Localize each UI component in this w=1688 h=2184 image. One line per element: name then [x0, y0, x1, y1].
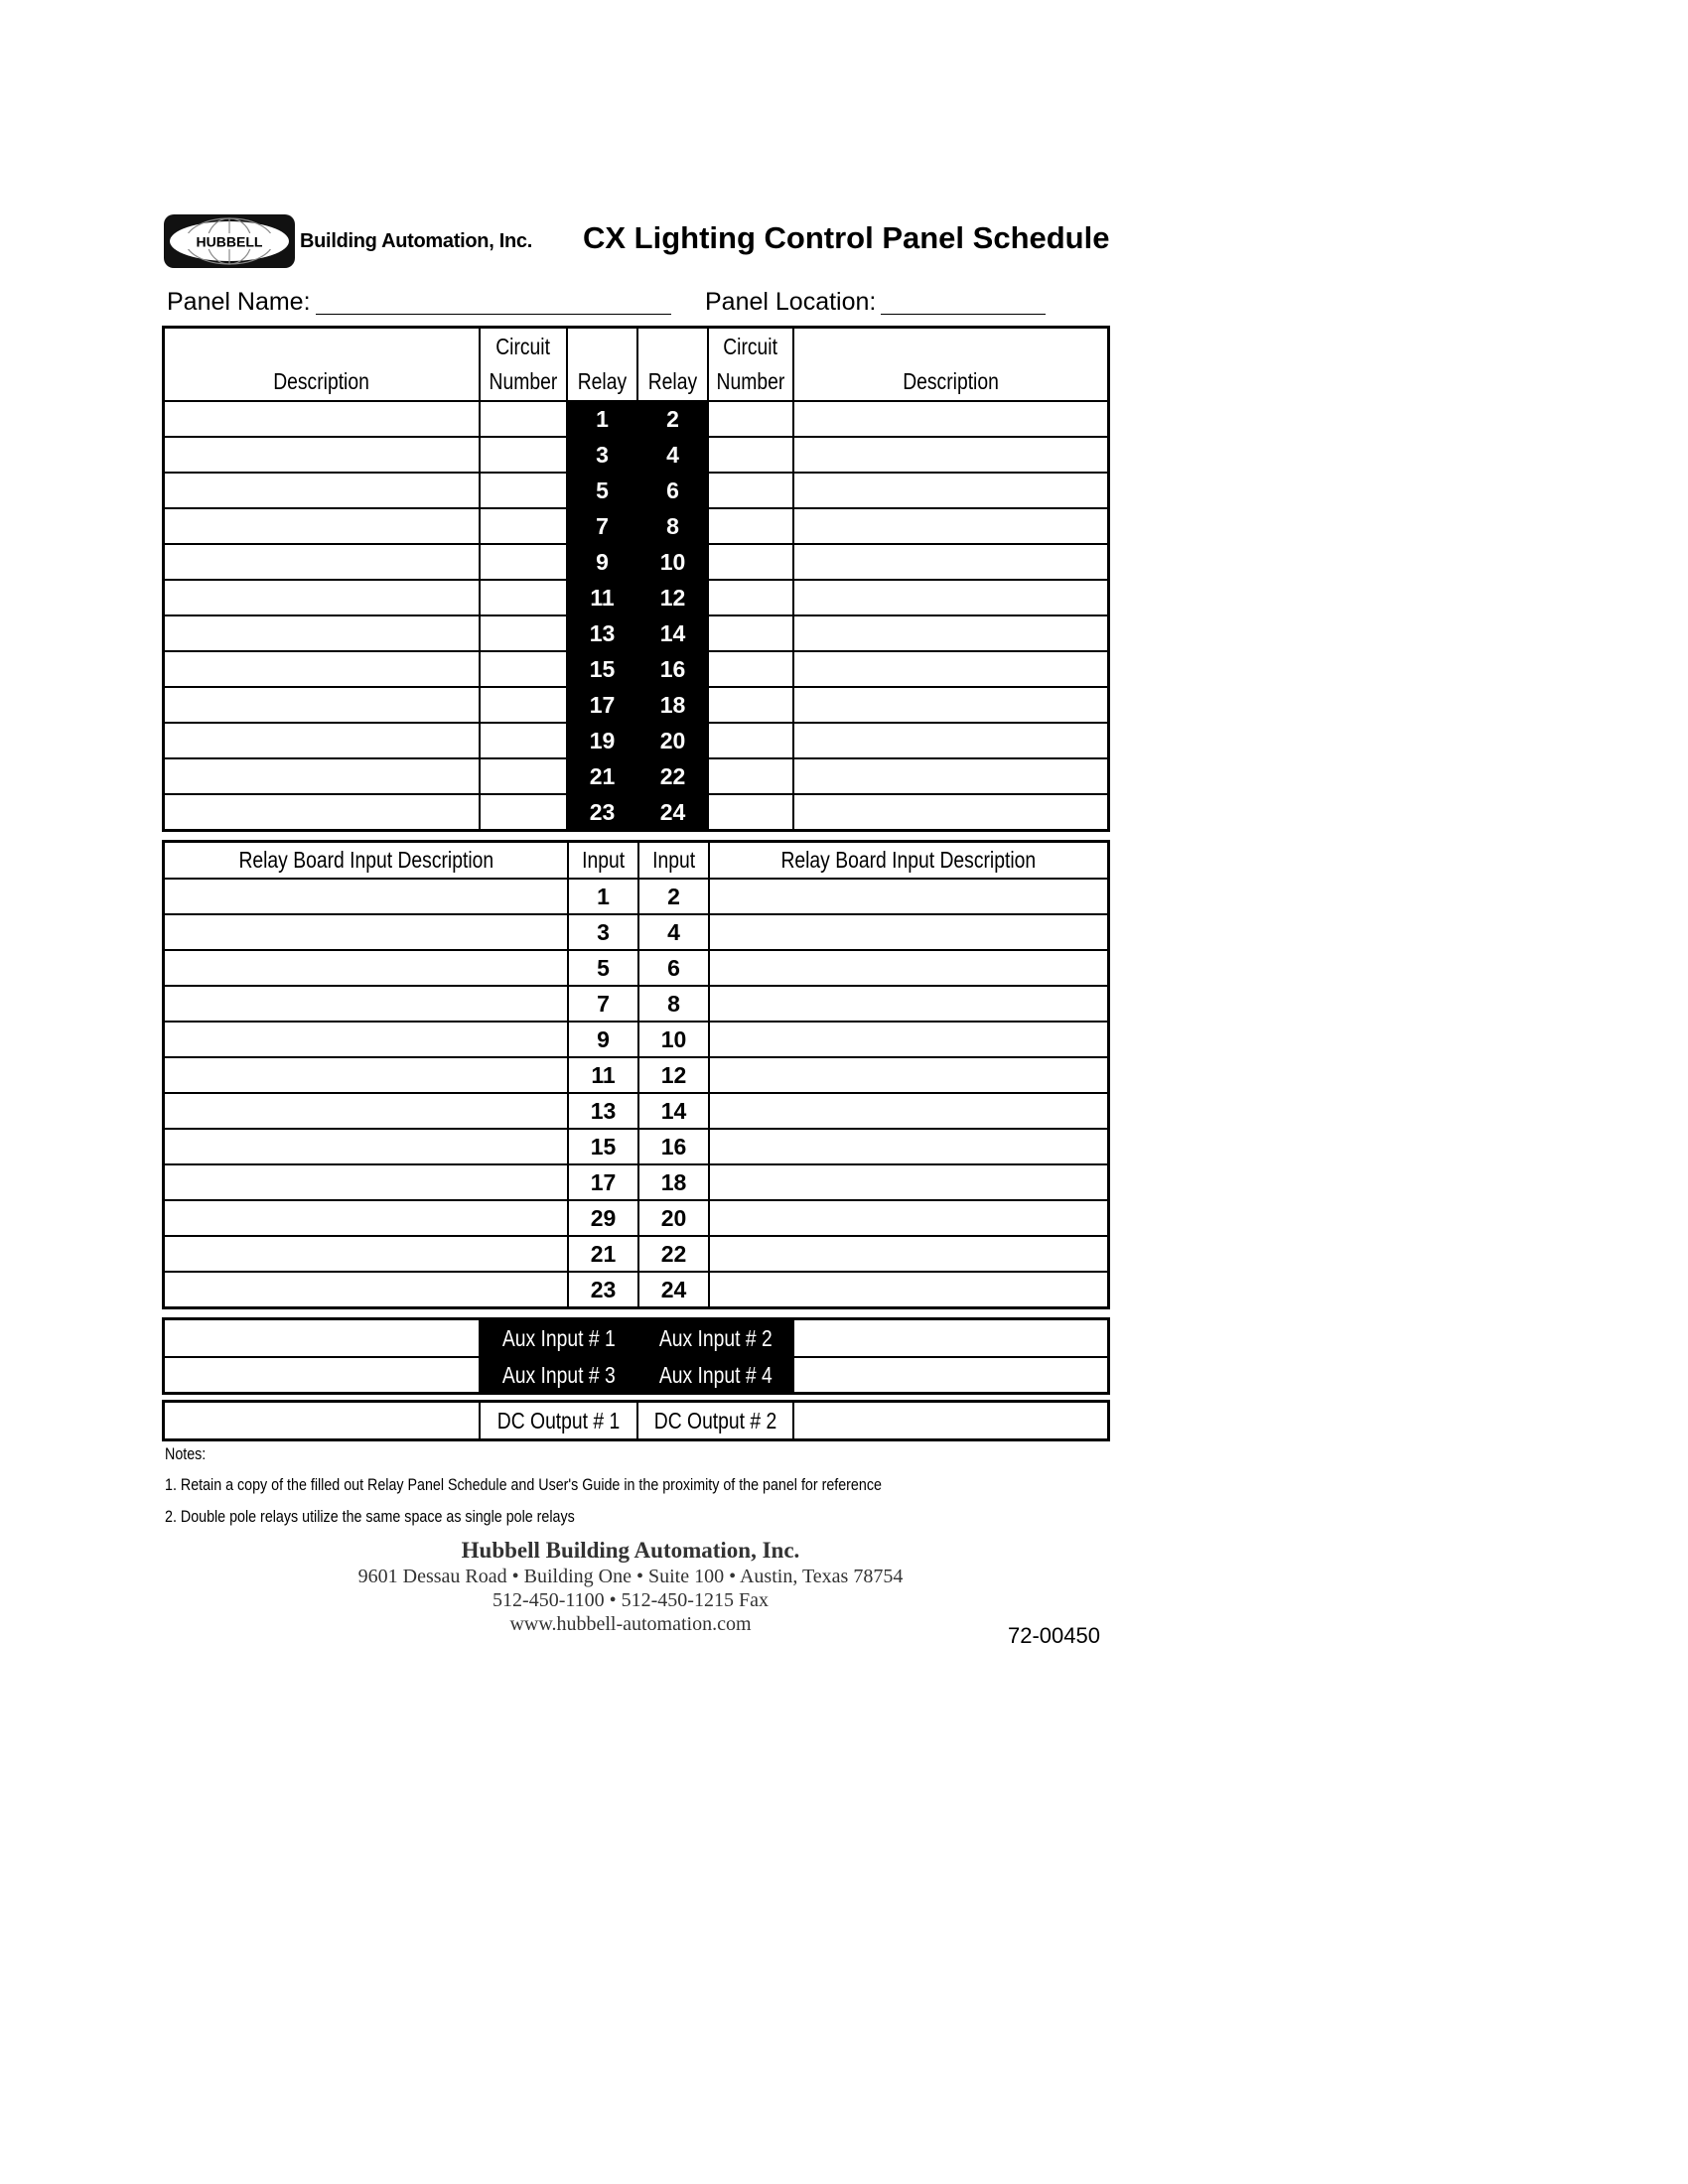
aux-input-table: [162, 1317, 1110, 1395]
input-number: 8: [637, 987, 708, 1021]
aux-description-cell[interactable]: [792, 1358, 1107, 1392]
dc-output-table: [162, 1400, 1110, 1441]
relay-number: 11: [566, 581, 636, 614]
input-number: 18: [637, 1165, 708, 1199]
description-cell[interactable]: [792, 759, 1107, 793]
input-number: 23: [567, 1273, 637, 1306]
relay-number: 7: [566, 509, 636, 543]
relay-number: 24: [636, 795, 707, 829]
table-row: [165, 400, 1107, 436]
input-number: 3: [567, 915, 637, 949]
description-cell[interactable]: [165, 795, 479, 829]
table-row: [165, 1163, 1107, 1199]
table-row: [165, 614, 1107, 650]
table-row: [165, 543, 1107, 579]
input-description-cell[interactable]: [708, 1273, 1107, 1306]
input-description-cell[interactable]: [708, 1094, 1107, 1128]
table-row: [165, 1271, 1107, 1306]
relay-number: 18: [636, 688, 707, 722]
aux-row: [165, 1356, 1107, 1392]
input-number: 13: [567, 1094, 637, 1128]
description-cell[interactable]: [792, 509, 1107, 543]
circuit-number-cell[interactable]: [479, 581, 566, 614]
description-cell[interactable]: [792, 724, 1107, 757]
input-description-cell[interactable]: [165, 1058, 567, 1092]
panel-name-label: Panel Name:: [167, 288, 311, 316]
input-header: Input: [637, 843, 708, 878]
dc-output-description-cell[interactable]: [792, 1403, 1107, 1438]
input-description-cell[interactable]: [165, 1237, 567, 1271]
relay-number: 2: [636, 402, 707, 436]
description-cell[interactable]: [165, 509, 479, 543]
input-number: 12: [637, 1058, 708, 1092]
relay-number: 13: [566, 616, 636, 650]
input-schedule-table: [162, 840, 1110, 1309]
description-cell[interactable]: [165, 581, 479, 614]
input-description-cell[interactable]: [708, 1165, 1107, 1199]
table-row: [165, 1128, 1107, 1163]
input-number: 10: [637, 1023, 708, 1056]
relay-number: 9: [566, 545, 636, 579]
relay-number: 15: [566, 652, 636, 686]
circuit-number-cell[interactable]: [479, 438, 566, 472]
circuit-number-cell[interactable]: [479, 759, 566, 793]
description-cell[interactable]: [165, 402, 479, 436]
relay-number: 10: [636, 545, 707, 579]
table-row: [165, 722, 1107, 757]
table-row: [165, 436, 1107, 472]
description-header: Description: [792, 329, 1107, 400]
relay-number: 1: [566, 402, 636, 436]
input-table-header: [165, 843, 1107, 878]
input-number: 9: [567, 1023, 637, 1056]
aux-input-label: Aux Input # 4: [636, 1358, 792, 1392]
circuit-number-cell[interactable]: [479, 509, 566, 543]
table-row: [165, 878, 1107, 913]
input-number: 15: [567, 1130, 637, 1163]
relay-number: 19: [566, 724, 636, 757]
circuit-number-cell[interactable]: [707, 759, 792, 793]
relay-number: 6: [636, 474, 707, 507]
table-row: [165, 1056, 1107, 1092]
circuit-number-cell[interactable]: [707, 438, 792, 472]
input-number: 16: [637, 1130, 708, 1163]
input-description-cell[interactable]: [165, 1201, 567, 1235]
relay-number: 23: [566, 795, 636, 829]
panel-name-field[interactable]: [316, 314, 671, 315]
input-description-cell[interactable]: [708, 1058, 1107, 1092]
relay-number: 21: [566, 759, 636, 793]
table-row: [165, 757, 1107, 793]
description-cell[interactable]: [165, 688, 479, 722]
description-cell[interactable]: [165, 616, 479, 650]
description-cell[interactable]: [792, 688, 1107, 722]
circuit-number-cell[interactable]: [479, 688, 566, 722]
table-row: [165, 650, 1107, 686]
input-number: 1: [567, 880, 637, 913]
input-description-cell[interactable]: [708, 1237, 1107, 1271]
description-header: Description: [273, 368, 370, 394]
circuit-number-header: Circuit Number: [707, 329, 792, 400]
circuit-number-cell[interactable]: [707, 616, 792, 650]
table-row: [165, 1092, 1107, 1128]
input-description-cell[interactable]: [708, 1023, 1107, 1056]
footer-company: Hubbell Building Automation, Inc.: [461, 1538, 800, 1563]
aux-row: [165, 1320, 1107, 1356]
circuit-number-header: Circuit Number: [479, 329, 566, 400]
description-cell[interactable]: [792, 474, 1107, 507]
input-description-cell[interactable]: [165, 1273, 567, 1306]
circuit-number-cell[interactable]: [707, 652, 792, 686]
note-item: 1. Retain a copy of the filled out Relay Panel Schedule and User's Guide in the proximity of the panel for reference: [165, 1475, 882, 1494]
input-header: Input: [567, 843, 637, 878]
company-name: Building Automation, Inc.: [300, 230, 532, 252]
circuit-number-cell[interactable]: [479, 616, 566, 650]
circuit-number-cell[interactable]: [707, 545, 792, 579]
input-description-cell[interactable]: [708, 987, 1107, 1021]
input-number: 24: [637, 1273, 708, 1306]
circuit-number-cell[interactable]: [479, 795, 566, 829]
dc-output-row: [165, 1403, 1107, 1438]
circuit-number-cell[interactable]: [707, 402, 792, 436]
relay-number: 12: [636, 581, 707, 614]
hubbell-logo: [163, 213, 296, 269]
description-cell[interactable]: [792, 616, 1107, 650]
input-number: 5: [567, 951, 637, 985]
input-description-header: Relay Board Input Description: [238, 847, 493, 873]
note-item: 2. Double pole relays utilize the same space as single pole relays: [165, 1507, 575, 1526]
document-number: 72-00450: [1008, 1623, 1100, 1648]
table-row: [165, 1021, 1107, 1056]
footer-address: 9601 Dessau Road • Building One • Suite 100 • Austin, Texas 78754: [357, 1566, 904, 1587]
relay-number: 16: [636, 652, 707, 686]
relay-header: Relay: [566, 329, 636, 400]
input-description-cell[interactable]: [165, 987, 567, 1021]
input-number: 4: [637, 915, 708, 949]
table-row: [165, 1199, 1107, 1235]
input-number: 7: [567, 987, 637, 1021]
relay-header: Relay: [636, 329, 707, 400]
aux-description-cell[interactable]: [792, 1320, 1107, 1356]
description-cell[interactable]: [165, 724, 479, 757]
relay-table-header: [165, 329, 1107, 400]
dc-output-label: DC Output # 1: [479, 1403, 636, 1438]
input-number: 22: [637, 1237, 708, 1271]
circuit-number-cell[interactable]: [479, 724, 566, 757]
notes-title: Notes:: [165, 1444, 207, 1463]
input-number: 2: [637, 880, 708, 913]
relay-number: 3: [566, 438, 636, 472]
relay-number: 22: [636, 759, 707, 793]
input-number: 21: [567, 1237, 637, 1271]
input-number: 20: [637, 1201, 708, 1235]
panel-location-label: Panel Location:: [705, 288, 877, 316]
input-description-cell[interactable]: [165, 880, 567, 913]
input-description-cell[interactable]: [165, 1165, 567, 1199]
description-cell[interactable]: [165, 438, 479, 472]
input-description-cell[interactable]: [165, 1130, 567, 1163]
input-description-cell[interactable]: [708, 1130, 1107, 1163]
description-cell[interactable]: [165, 652, 479, 686]
input-description-cell[interactable]: [708, 915, 1107, 949]
description-cell[interactable]: [792, 652, 1107, 686]
aux-input-label: Aux Input # 1: [479, 1320, 636, 1356]
aux-description-cell[interactable]: [165, 1358, 479, 1392]
input-description-cell[interactable]: [165, 915, 567, 949]
relay-number: 5: [566, 474, 636, 507]
footer-website: www.hubbell-automation.com: [509, 1613, 752, 1635]
relay-number: 8: [636, 509, 707, 543]
input-number: 17: [567, 1165, 637, 1199]
circuit-number-cell[interactable]: [707, 795, 792, 829]
circuit-number-cell[interactable]: [707, 474, 792, 507]
circuit-number-cell[interactable]: [479, 545, 566, 579]
table-row: [165, 913, 1107, 949]
description-cell[interactable]: [165, 759, 479, 793]
relay-schedule-table: [162, 326, 1110, 832]
aux-input-label: Aux Input # 3: [479, 1358, 636, 1392]
table-row: [165, 686, 1107, 722]
aux-description-cell[interactable]: [165, 1320, 479, 1356]
relay-number: 4: [636, 438, 707, 472]
table-row: [165, 985, 1107, 1021]
circuit-number-cell[interactable]: [479, 474, 566, 507]
logo-wordmark: HUBBELL: [196, 233, 263, 250]
circuit-number-cell[interactable]: [479, 652, 566, 686]
input-number: 29: [567, 1201, 637, 1235]
circuit-number-cell[interactable]: [479, 402, 566, 436]
circuit-number-cell[interactable]: [707, 688, 792, 722]
relay-number: 14: [636, 616, 707, 650]
circuit-number-cell[interactable]: [707, 581, 792, 614]
table-row: [165, 472, 1107, 507]
description-cell[interactable]: [165, 474, 479, 507]
input-number: 6: [637, 951, 708, 985]
input-description-cell[interactable]: [165, 1023, 567, 1056]
description-cell[interactable]: [792, 581, 1107, 614]
input-description-cell[interactable]: [165, 951, 567, 985]
relay-number: 17: [566, 688, 636, 722]
aux-input-label: Aux Input # 2: [636, 1320, 792, 1356]
table-row: [165, 1235, 1107, 1271]
footer-phone: 512-450-1100 • 512-450-1215 Fax: [492, 1589, 769, 1611]
description-cell[interactable]: [165, 545, 479, 579]
circuit-number-cell[interactable]: [707, 724, 792, 757]
table-row: [165, 949, 1107, 985]
circuit-number-cell[interactable]: [707, 509, 792, 543]
input-number: 14: [637, 1094, 708, 1128]
table-row: [165, 579, 1107, 614]
input-description-cell[interactable]: [708, 951, 1107, 985]
description-cell[interactable]: [792, 402, 1107, 436]
input-description-header: Relay Board Input Description: [708, 843, 1107, 878]
table-row: [165, 507, 1107, 543]
dc-output-label: DC Output # 2: [636, 1403, 792, 1438]
page-title: CX Lighting Control Panel Schedule: [583, 220, 1110, 255]
description-cell[interactable]: [792, 795, 1107, 829]
description-cell[interactable]: [792, 438, 1107, 472]
table-row: [165, 793, 1107, 829]
description-cell[interactable]: [792, 545, 1107, 579]
input-description-cell[interactable]: [708, 880, 1107, 913]
dc-output-description-cell[interactable]: [165, 1403, 479, 1438]
input-description-cell[interactable]: [165, 1094, 567, 1128]
input-number: 11: [567, 1058, 637, 1092]
input-description-cell[interactable]: [708, 1201, 1107, 1235]
panel-location-field[interactable]: [881, 314, 1046, 315]
relay-number: 20: [636, 724, 707, 757]
